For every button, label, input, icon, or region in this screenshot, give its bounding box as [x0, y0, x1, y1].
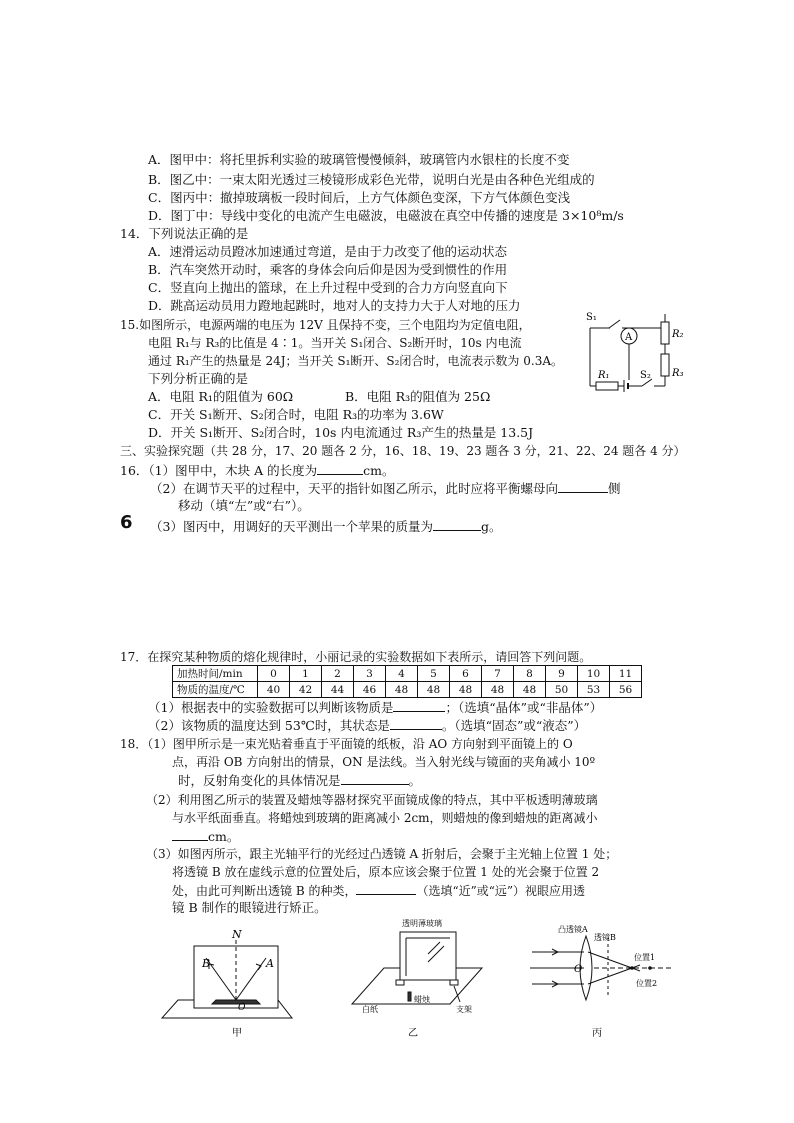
- label-lens-b: 透镜B: [594, 933, 616, 942]
- table-cell: 7: [482, 666, 514, 682]
- label-glass: 透明薄玻璃: [402, 919, 442, 928]
- q16-part-3: [150, 518, 501, 535]
- table-cell: 56: [610, 682, 642, 698]
- label-stand: 支架: [456, 1005, 472, 1014]
- table-row-time: [173, 666, 642, 682]
- table-header-time: 加热时间/min: [173, 666, 258, 682]
- q17-sub-2: [148, 717, 586, 734]
- q17-sub-1: [148, 699, 602, 716]
- q18-p1-line-3: [178, 772, 421, 789]
- q16-p2-text: （2）在调节天平的过程中，天平的指针如图乙所示，此时应将平衡螺母向: [150, 481, 558, 496]
- table-cell: 44: [322, 682, 354, 698]
- q14-option-c: C．竖直向上抛出的篮球，在上升过程中受到的合力方向竖直向下: [148, 280, 508, 295]
- label-n: N: [232, 928, 242, 941]
- q18-p2-line-1: （2）利用图乙所示的装置及蜡烛等器材探究平面镜成像的特点，其中平板透明薄玻璃: [146, 793, 598, 807]
- q16-part-1: [120, 462, 394, 479]
- q17-s2-blank[interactable]: [390, 717, 442, 730]
- q18-p3-text: 处，由此可判断出透镜 B 的种类，: [172, 884, 357, 898]
- table-cell: 2: [322, 666, 354, 682]
- q13-option-d: D．图丁中：导线中变化的电流产生电磁波，电磁波在真空中传播的速度是 3×10⁸m/s: [148, 208, 624, 223]
- table-cell: 3: [354, 666, 386, 682]
- q18-p3-line-2: 将透镜 B 放在虚线示意的位置处后，原本应该会聚于位置 1 处的光会聚于位置 2: [172, 865, 600, 879]
- label-o: O: [574, 964, 583, 975]
- figure-bing-lenses: [528, 918, 676, 1038]
- circuit-label-s1: S₁: [586, 312, 597, 323]
- table-cell: 11: [610, 666, 642, 682]
- table-cell: 8: [514, 666, 546, 682]
- q15-option-a: A．电阻 R₁的阻值为 60Ω: [148, 389, 294, 404]
- q16-p1-blank[interactable]: [317, 462, 363, 475]
- q16-p2-blank[interactable]: [558, 480, 608, 493]
- circuit-label-r2: R₂: [672, 329, 684, 340]
- q16-p1-unit: cm。: [363, 463, 395, 478]
- q18-p3-hint: （选填“近”或“远”）视眼应用透: [416, 884, 585, 898]
- circuit-label-s2: S₂: [640, 370, 651, 381]
- q13-option-a: A．图甲中：将托里拆利实验的玻璃管慢慢倾斜，玻璃管内水银柱的长度不变: [148, 152, 570, 167]
- q18-p2-unit: cm。: [208, 829, 240, 844]
- q14-stem: 14．下列说法正确的是: [120, 226, 249, 241]
- position-2-point: [648, 966, 652, 970]
- q18-p3-line-4: 镜 B 制作的眼镜进行矫正。: [172, 900, 327, 915]
- q18-p1-text: 时，反射角变化的具体情况是: [178, 773, 341, 788]
- q18-p1-line-1: 18．（1）图甲所示是一束光贴着垂直于平面镜的纸板，沿 AO 方向射到平面镜上的 O: [120, 737, 573, 751]
- table-header-temp: 物质的温度/℃: [173, 682, 258, 698]
- q18-p1-blank[interactable]: [341, 772, 409, 785]
- q17-s1-text: （1）根据表中的实验数据可以判断该物质是: [148, 700, 394, 715]
- table-cell: 1: [290, 666, 322, 682]
- q13-option-c: C．图丙中：撤掉玻璃板一段时间后，上方气体颜色变深，下方气体颜色变浅: [148, 190, 571, 205]
- label-candle: 蜡烛: [414, 995, 430, 1004]
- table-cell: 48: [386, 682, 418, 698]
- table-cell: 4: [386, 666, 418, 682]
- circuit-label-r3: R₃: [672, 368, 684, 379]
- q17-data-table: [172, 665, 642, 698]
- q18-p1-end: 。: [408, 773, 422, 788]
- table-cell: 9: [546, 666, 578, 682]
- q16-p2-tail: 侧: [607, 481, 621, 496]
- table-cell: 48: [418, 682, 450, 698]
- label-b: B: [202, 957, 211, 970]
- q16-p3-unit: g。: [480, 519, 502, 534]
- q18-p3-line-3: [172, 882, 585, 899]
- figure-jia-caption: 甲: [232, 1028, 242, 1039]
- table-cell: 0: [258, 666, 290, 682]
- q18-p3-line-1: （3）如图丙所示，跟主光轴平行的光经过凸透镜 A 折射后，会聚于主光轴上位置 1 处；: [146, 847, 618, 861]
- q15-line-2: 电阻 R₁与 R₃的比值是 4∶1。当开关 S₁闭合、S₂断开时，10s 内电流: [148, 336, 522, 350]
- q15-option-c: C．开关 S₁断开、S₂闭合时，电阻 R₃的功率为 3.6W: [148, 407, 444, 422]
- label-position-1: 位置1: [634, 953, 656, 962]
- section-3-header: 三、实验探究题（共 28 分，17、20 题各 2 分，16、18、19、23 题各 3 分，21、22、24 题各 4 分）: [120, 444, 686, 458]
- table-cell: 53: [578, 682, 610, 698]
- label-a: A: [266, 957, 274, 970]
- q17-s1-blank[interactable]: [393, 699, 445, 712]
- label-lens-a: 凸透镜A: [558, 925, 588, 934]
- circuit-label-r1: R₁: [598, 370, 610, 381]
- q13-option-b: B．图乙中：一束太阳光透过三棱镜形成彩色光带，说明白光是由各种色光组成的: [148, 172, 595, 187]
- q16-p3-text: （3）图丙中，用调好的天平测出一个苹果的质量为: [150, 519, 433, 534]
- q17-stem: 17．在探究某种物质的熔化规律时，小丽记录的实验数据如下表所示，请回答下列问题。: [120, 650, 592, 664]
- q15-option-d: D．开关 S₁断开、S₂闭合时，10s 内电流通过 R₃产生的热量是 13.5J: [148, 425, 534, 440]
- q17-s2-text: （2）该物质的温度达到 53℃时，其状态是: [148, 718, 390, 733]
- table-cell: 42: [290, 682, 322, 698]
- table-cell: 48: [482, 682, 514, 698]
- position-1-point: [630, 966, 634, 970]
- label-position-2: 位置2: [636, 979, 658, 988]
- q15-line-3: 通过 R₁产生的热量是 24J；当开关 S₁断开、S₂闭合时，电流表示数为 0.3A。: [148, 354, 563, 368]
- figure-bing-caption: 丙: [592, 1028, 602, 1038]
- circuit-label-ammeter: A: [625, 332, 633, 343]
- q17-s1-hint: ；（选填“晶体”或“非晶体”）: [445, 700, 603, 715]
- label-paper: 白纸: [362, 1005, 378, 1014]
- q18-p2-blank[interactable]: [172, 828, 208, 841]
- q14-option-b: B．汽车突然开动时，乘客的身体会向后仰是因为受到惯性的作用: [148, 262, 508, 277]
- q16-p3-blank[interactable]: [433, 518, 481, 531]
- q15-option-b: B．电阻 R₃的阻值为 25Ω: [345, 389, 491, 404]
- side-mark: 6: [120, 512, 133, 533]
- q18-p2-line-3: [172, 828, 239, 845]
- table-cell: 40: [258, 682, 290, 698]
- table-cell: 46: [354, 682, 386, 698]
- table-cell: 5: [418, 666, 450, 682]
- label-o: O: [238, 1003, 246, 1013]
- q18-p3-blank[interactable]: [356, 882, 416, 895]
- table-cell: 50: [546, 682, 578, 698]
- table-cell: 48: [450, 682, 482, 698]
- table-cell: 48: [514, 682, 546, 698]
- figure-jia-mirror-reflection: [160, 924, 300, 1040]
- q16-part-2: [150, 480, 620, 497]
- q14-option-a: A．速滑运动员蹬冰加速通过弯道，是由于力改变了他的运动状态: [148, 244, 508, 259]
- figure-yi-glass-plate: [344, 908, 488, 1038]
- q18-p2-line-2: 与水平纸面垂直。将蜡烛到玻璃的距离减小 2cm，则蜡烛的像到蜡烛的距离减小: [172, 811, 598, 825]
- figure-yi-caption: 乙: [408, 1028, 418, 1038]
- q15-line-4: 下列分析正确的是: [148, 371, 249, 386]
- q15-line-1: 15.如图所示，电源两端的电压为 12V 且保持不变，三个电阻均为定值电阻，: [120, 318, 531, 332]
- q16-p1-text: 16．（1）图甲中，木块 A 的长度为: [120, 463, 318, 478]
- q15-circuit-diagram: [584, 308, 690, 392]
- q16-p2-hint: 移动（填“左”或“右”）。: [178, 498, 310, 513]
- table-row-temp: [173, 682, 642, 698]
- q18-p1-line-2: 点，再沿 OB 方向射出的情景，ON 是法线。当入射光线与镜面的夹角减小 10º: [172, 755, 596, 769]
- table-cell: 6: [450, 666, 482, 682]
- q17-s2-hint: 。（选填“固态”或“液态”）: [441, 718, 587, 733]
- table-cell: 10: [578, 666, 610, 682]
- q14-option-d: D．跳高运动员用力蹬地起跳时，地对人的支持力大于人对地的压力: [148, 298, 521, 313]
